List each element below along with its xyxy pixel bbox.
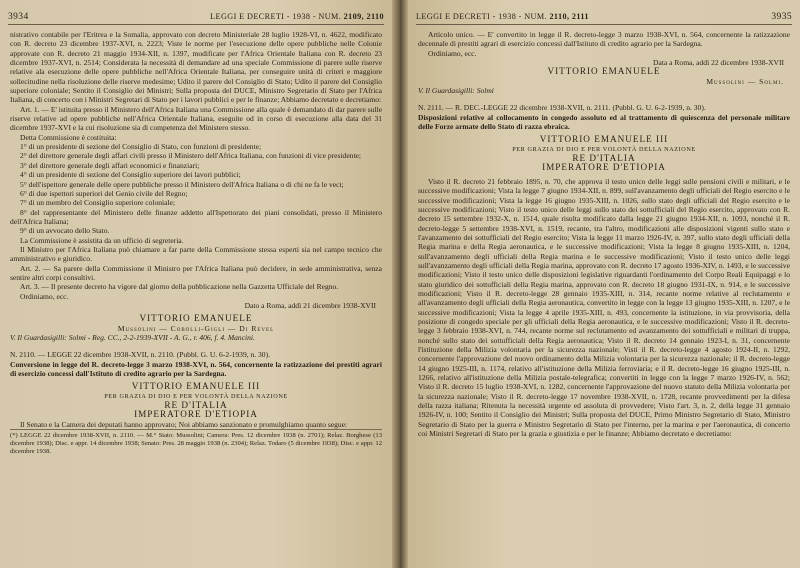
emperor-of: IMPERATORE D'ETIOPIA (542, 162, 666, 173)
paragraph: La Commissione è assistita da un ufficio di segreteria. (20, 235, 184, 245)
right-page-header (416, 12, 792, 25)
paragraph: Il Ministro per l'Africa Italiana può chiamare a far parte della Commissione stessa esperti sia nel campo tecnico che amministrativo e giuridico. (10, 244, 382, 264)
law-header: N. 2110. — LEGGE 22 dicembre 1938-XVII, n. 2110. (Pubbl. G. U. 6-2-1939, n. 30). (10, 350, 270, 360)
book-gutter (392, 0, 408, 568)
emperor-of: IMPERATORE D'ETIOPIA (134, 409, 258, 420)
paragraph: Il Senato e la Camera dei deputati hanno approvato; Noi abbiamo sanzionato e promulghiamo quanto segue: (20, 419, 348, 429)
king-of: RE D'ITALIA (572, 153, 636, 164)
left-page-header (8, 12, 384, 25)
commission-list (10, 142, 382, 235)
guardasigilli-line: V. Il Guardasigilli: Solmi (418, 86, 494, 96)
date-line: Dato a Roma, addì 21 dicembre 1938-XVII (244, 300, 376, 310)
king-of: RE D'ITALIA (164, 400, 228, 411)
list-item: 8° del rappresentante del Ministero delle finanze addetto all'Ispettorato dei piani consolidati, presso il Ministero dell'Africa Italiana; (10, 207, 382, 226)
paragraph: Articolo unico. — E' convertito in legge il R. decreto-legge 3 marzo 1938-XVI, n. 564, concernente la ratizzazione decennale di prestiti agrari di esercizio concessi dall'Istituto di credito agrario per la Sardegna. (418, 30, 790, 49)
grace-line: PER GRAZIA DI DIO E PER VOLONTÀ DELLA NAZIONE (512, 145, 696, 153)
grace-line: PER GRAZIA DI DIO E PER VOLONTÀ DELLA NAZIONE (104, 392, 288, 400)
paragraph: nistrativo contabile per l'Eritrea e la Somalia, approvato con decreto Ministeriale 28 luglio 1928-VI, n. 4622, modificato con R. decreto 23 dicembre 1937-XVI, n. 2223; Viste le norme per l'esecuzione delle opere pubbliche nelle Colonie approvate con R. decreto 21 maggio 1934-XII, n. 1397, modificate per l'Africa Orientale Italiana con R. decreto 23 dicembre 1937-XVI, n. 2514; Considerata la necessità di demandare ad una speciale Commissione di parere sulle riserve relative ala esecuzione delle opere pubbliche nell'Africa Orientale Italiana, per conseguire unità di criteri e maggiore sollecitudine nella risoluzione delle riserve medesime; Udito il parere del Consiglio di Stato; Udito il parere del Consiglio superiore coloniale; Sentito il Consiglio dei Ministri; Sulla proposta del DUCE, Ministro Segretario di Stato per l'Africa Italiana, di concerto con i Ministri Segretari di Stato per i lavori pubblici e per le finanze; Abbiamo decretato e decretiamo: (10, 30, 382, 105)
law-title: Conversione in legge del R. decreto-legge 3 marzo 1938-XVI, n. 564, concernente la ratizzazione dei prestiti agrari di esercizio concessi dall'Istituto di credito agrario per la Sardegna. (10, 359, 382, 379)
king-name: VITTORIO EMANUELE III (539, 134, 669, 145)
decree-title: Disposizioni relative al collocamento in congedo assoluto ed al trattamento di quiescenza del personale militare delle Forze armate dello Stato di razza ebraica. (418, 112, 790, 132)
right-page (408, 0, 800, 568)
list-item: 4° di un presidente di sezione del Consiglio superiore dei lavori pubblici; (20, 170, 241, 180)
paragraph: Ordiniamo, ecc. (20, 291, 69, 301)
signatories: Mussolini — Solmi. (706, 76, 784, 86)
paragraph: Art. 1. — E' istituita presso il Ministero dell'Africa Italiana una Commissione alla quale è demandato di dar parere sulle riserve relative ad opere pubbliche nell'Africa Orientale Italiana, eseguite od in corso di esecuzione alla data del 31 dicembre 1937-XVI e la cui risoluzione sia di competenza del Ministero stesso. (10, 104, 382, 133)
list-item: 6° di due ispettori superiori del Genio civile del Regno; (20, 188, 188, 198)
paragraph: Ordiniamo, ecc. (428, 48, 477, 58)
footnote: (*) LEGGE 22 dicembre 1938-XVII, n. 2110. — M.° Stato: Mussolini; Camera: Pres. 12 dicembre 1938 (n. 2701); Relaz. Borghese (13 dicembre 1938); Disc. e appr. 14 dicembre 1938; Senato: Pres. 28 maggio 1938 (n. 2304); Relaz. Todaro (5 dicembre 1938); Disc. e appr. 12 dicembre 1938. (10, 429, 382, 456)
left-page-body (10, 30, 382, 564)
decree-header: N. 2111. — R. DEC.-LEGGE 22 dicembre 1938-XVII, n. 2111. (Pubbl. G. U. 6-2-1939, n. 30). (418, 103, 706, 113)
left-page-number: 3934 (8, 12, 29, 22)
list-item: 9° di un avvocato dello Stato. (20, 226, 110, 236)
signatories: Mussolini — Cobolli-Gigli — Di Revel (117, 323, 275, 333)
right-page-body (418, 30, 790, 564)
right-page-number: 3935 (771, 12, 792, 22)
paragraph: Detta Commissione è costituita: (20, 132, 117, 142)
right-running-title: LEGGI E DECRETI - 1938 - NUM. 2110, 2111 (416, 12, 589, 21)
list-item: 7° di un membro del Consiglio superiore coloniale; (20, 198, 175, 208)
king-name: VITTORIO EMANUELE III (131, 381, 261, 392)
signature-name: VITTORIO EMANUELE (547, 66, 661, 77)
date-line: Data a Roma, addì 22 dicembre 1938-XVII (653, 58, 784, 68)
left-running-title: LEGGI E DECRETI - 1938 - NUM. 2109, 2110 (210, 12, 384, 21)
list-item: 5° dell'ispettore generale delle opere pubbliche presso il Ministero dell'Africa Italiana o di chi ne fa le veci; (20, 179, 344, 189)
list-item: 1° di un presidente di sezione del Consiglio di Stato, con funzioni di presidente; (20, 142, 262, 152)
paragraph: Art. 3. — Il presente decreto ha vigore dal giorno della pubblicazione nella Gazzetta Ufficiale del Regno. (20, 282, 339, 292)
paragraph: Art. 2. — Sa parere della Commissione il Ministro per l'Africa Italiana può decidere, in sede amministrativa, senza sentire altri corpi consultivi. (10, 263, 382, 282)
paragraph: Visto il R. decreto 21 febbraio 1895, n. 70, che approva il testo unico delle leggi sulle pensioni civili e militari, e le successive modificazioni; Vista la legge 7 giugno 1934-XII, n. 899, sull'avanzamento degli ufficiali del Regio esercito e le successive modificazioni; Vista la legge 16 giugno 1935-XIII, n. 1026, sullo stato degli ufficiali del Regio esercito e le successive modificazioni; Visto il testo unico delle leggi sullo stato dei sottufficiali del Regio esercito, approvato con R. decreto 15 settembre 1932-X, n. 1514, quale risulta modificato dalla legge 21 giugno 1934-XII, n. 1093, nonché il R. decreto-legge 5 settembre 1938-XVI, n. 1519, recante, tra l'altro, modificazioni alle disposizioni vigenti sullo stato e l'avanzamento dei sottufficiali del Regio esercito; Vista la legge 11 marzo 1926-IV, n. 397, sullo stato degli ufficiali della Regia marina e della Regia aeronautica, e le successive modificazioni; Vista la legge 8 giugno 1935-XIII, n. 1204, sull'avanzamento degli ufficiali della Regia marina e le successive modificazioni; Visto il testo unico delle leggi sull'avanzamento degli ufficiali della Regia marina, approvato con R. decreto 17 agosto 1936-XIV, n. 1493, e le successive modificazioni; Visto il testo unico delle disposizioni legislative riguardanti l'ordinamento del Corpo Reali Equipaggi e lo stato giuridico dei sottufficiali della Regia marina, approvato con R. decreto 18 giugno 1931-IX, n. 914, e le successive modificazioni; Visto il R. decreto-legge 28 gennaio 1935-XIII, n. 314, recante norme relative al reclutamento e all'avanzamento degli ufficiali della Regia aeronautica, convertito in legge con la legge 13 giugno 1935-XIII, n. 1207, e le successive modificazioni; Vista la legge 4 aprile 1935-XIII, n. 493, concernente la istituzione, in via provvisoria, della posizione di congedo speciale per gli ufficiali della Regia aeronautica, e le successive modificazioni; Visto il R. decreto-legge 3 febbraio 1938-XVI, n. 744, recante norme sul reclutamento ed avanzamento dei sottufficiali e militari di truppa, nonché sullo stato dei sottufficiali della Regia aeronautica; Visto il R. decreto 14 gennaio 1923-I, n. 31, concernente l'istituzione della Milizia volontaria per la sicurezza nazionale; Visti il R. decreto-legge 4 agosto 1924-II, n. 1292, concernente l'approvazione del nuovo ordinamento della Milizia volontaria per la sicurezza nazionale; il R. decreto-legge 14 giugno 1925-III, n. 1174, relativo all'istituzione della Milizia ferroviaria; e il R. decreto-legge 16 giugno 1925-III, n. 1266, relativo all'istituzione della Milizia postale-telegrafica; convertiti in legge con la legge 7 marzo 1926-IV, n. 562; Visto il R. decreto 15 luglio 1938-XVI, n. 1282, concernente l'approvazione del nuovo statuto della Milizia volontaria per la sicurezza nazionale; Visto il R. decreto-legge 17 novembre 1938-XVII, n. 1728, recante provvedimenti per la difesa della razza italiana; Ritenuta la necessità urgente ed assoluta di provvedere; Visto l'art. 3, n. 2, della legge 31 gennaio 1926-IV, n. 100; Sentito il Consiglio dei Ministri; Sulla proposta del DUCE, Primo Ministro Segretario di Stato, Ministro Segretario di Stato per la guerra e Ministro Segretario di Stato per l'interno, per la marina e per l'aeronautica, di concerto coi Ministri Segretari di Stato per la grazia e giustizia e per le finanze; Abbiamo decretato e decretiamo: (418, 176, 790, 439)
list-item: 2° del direttore generale degli affari civili presso il Ministero dell'Africa Italiana, con funzioni di vice presidente; (20, 151, 361, 161)
registration-line: V. Il Guardasigilli: Solmi - Reg. CC., 2-2-1939-XVII - A. G., r. 406, f. 4. Mancini. (10, 333, 255, 342)
signature-name: VITTORIO EMANUELE (139, 313, 253, 324)
list-item: 3° del direttore generale degli affari economici e finanziari; (20, 160, 200, 170)
left-page (0, 0, 392, 568)
